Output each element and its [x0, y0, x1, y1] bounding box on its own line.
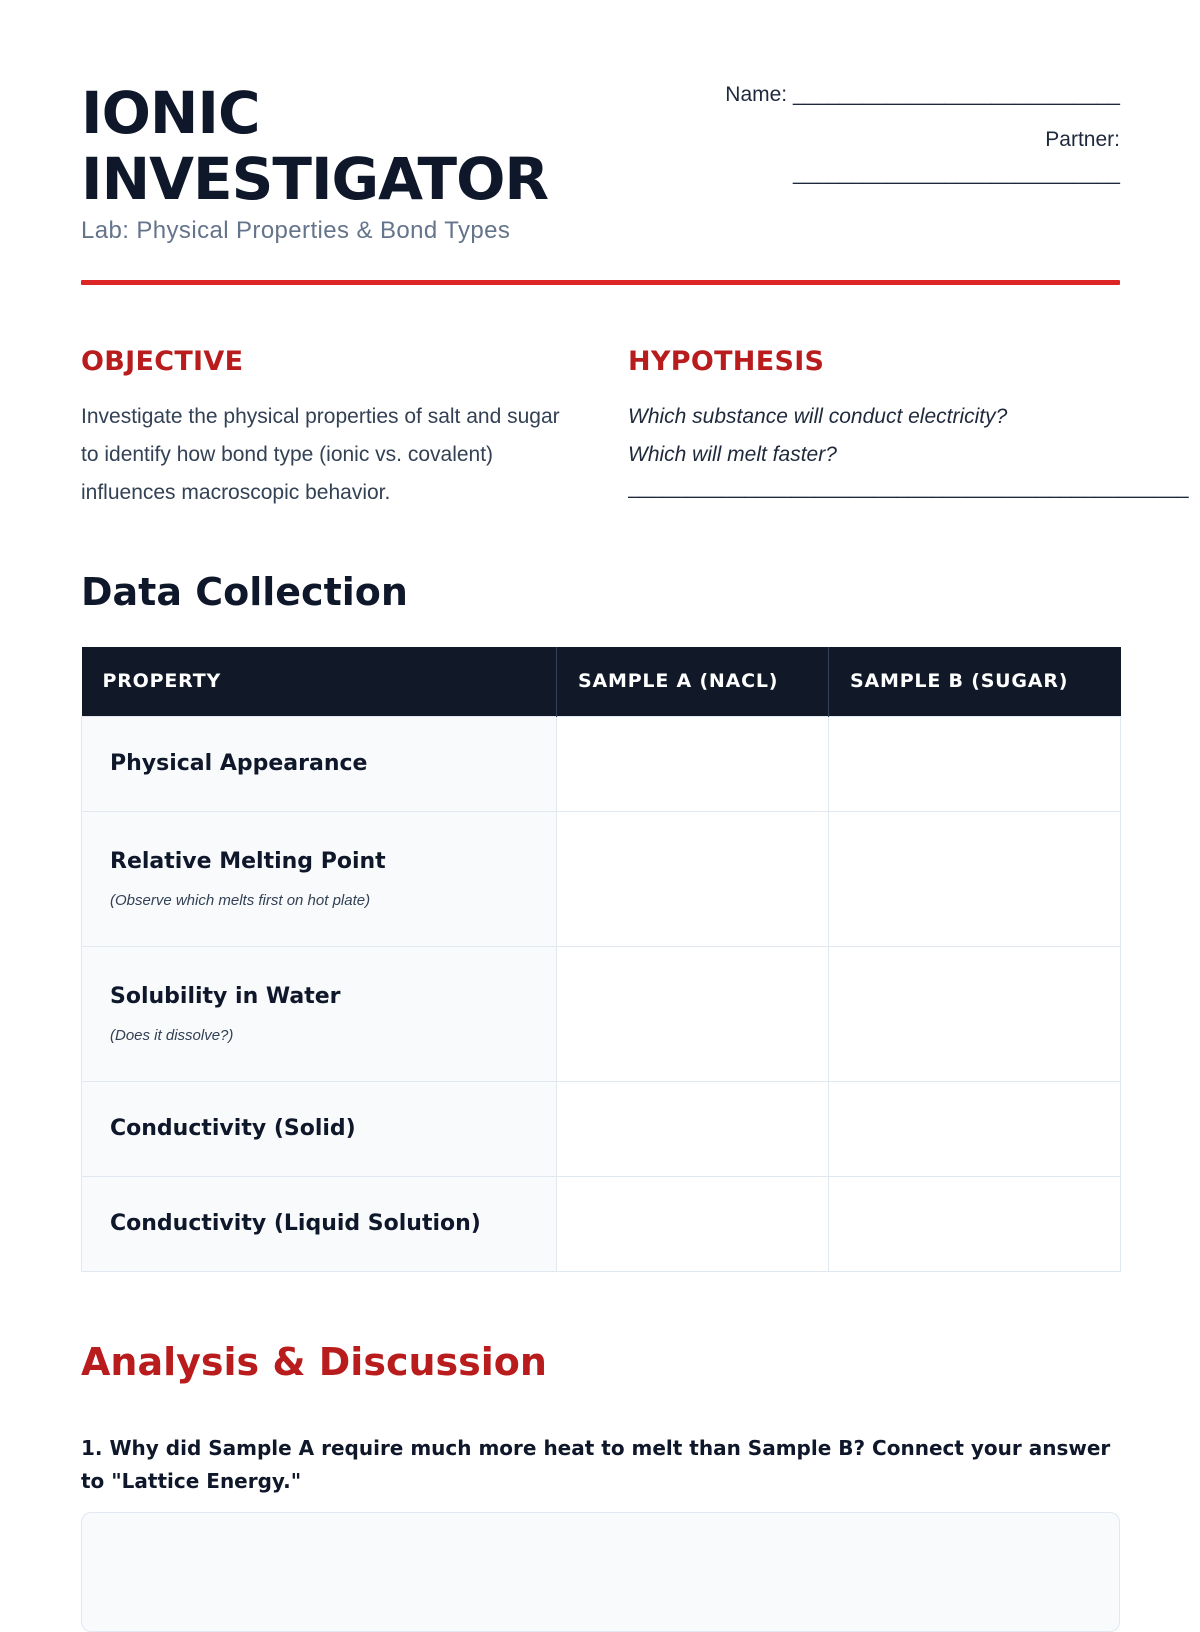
partner-field[interactable]: ____________________________ — [792, 162, 1120, 185]
column-header-sample-a: SAMPLE A (NACL) — [557, 647, 829, 716]
name-field[interactable]: Name: ____________________________ — [725, 83, 1120, 106]
property-name: Physical Appearance — [110, 751, 368, 776]
hypothesis-prompt — [628, 398, 1200, 474]
sample-a-cell[interactable] — [557, 946, 829, 1081]
property-name: Conductivity (Liquid Solution) — [110, 1211, 481, 1236]
worksheet-header — [81, 80, 1120, 290]
property-name: Conductivity (Solid) — [110, 1116, 356, 1141]
hypothesis-answer-line[interactable]: ________________________________________________ — [628, 476, 1189, 499]
table-row — [82, 1081, 1121, 1176]
property-name: Solubility in Water — [110, 983, 341, 1009]
objective-text: Investigate the physical properties of salt and sugar to identify how bond type (ionic vs. covalent) influences macroscopic behavior. — [81, 405, 560, 504]
property-name: Relative Melting Point — [110, 848, 386, 874]
property-cell — [82, 946, 557, 1081]
property-cell — [82, 1176, 557, 1271]
worksheet-title — [81, 80, 641, 212]
sample-b-cell[interactable] — [829, 946, 1121, 1081]
title-line-1: IONIC — [81, 79, 260, 147]
hypothesis-heading: HYPOTHESIS — [628, 346, 825, 377]
title-line-2: INVESTIGATOR — [81, 145, 549, 213]
analysis-heading: Analysis & Discussion — [81, 1340, 547, 1384]
table-row — [82, 946, 1121, 1081]
worksheet-page — [81, 0, 1189, 1600]
column-header-property: PROPERTY — [82, 647, 557, 716]
hypothesis-question-2: Which will melt faster? — [628, 443, 837, 466]
sample-a-cell[interactable] — [557, 716, 829, 811]
property-note: (Observe which melts first on hot plate) — [110, 891, 371, 909]
data-collection-heading: Data Collection — [81, 570, 408, 614]
partner-label: Partner: — [1045, 128, 1120, 151]
property-cell — [82, 1081, 557, 1176]
property-cell — [82, 811, 557, 946]
header-divider — [81, 280, 1120, 285]
data-table — [81, 647, 1121, 1272]
sample-b-cell[interactable] — [829, 1176, 1121, 1271]
table-header-row — [82, 647, 1121, 716]
sample-a-cell[interactable] — [557, 811, 829, 946]
property-note: (Does it dissolve?) — [110, 1026, 234, 1044]
sample-a-cell[interactable] — [557, 1176, 829, 1271]
sample-b-cell[interactable] — [829, 811, 1121, 946]
sample-b-cell[interactable] — [829, 716, 1121, 811]
sample-b-cell[interactable] — [829, 1081, 1121, 1176]
table-row — [82, 1176, 1121, 1271]
worksheet-subtitle: Lab: Physical Properties & Bond Types — [81, 217, 511, 244]
sample-a-cell[interactable] — [557, 1081, 829, 1176]
column-header-sample-b: SAMPLE B (SUGAR) — [829, 647, 1121, 716]
property-cell — [82, 716, 557, 811]
objective-heading: OBJECTIVE — [81, 346, 244, 377]
table-row — [82, 811, 1121, 946]
hypothesis-question-1: Which substance will conduct electricity? — [628, 405, 1008, 428]
answer-box-1[interactable] — [81, 1512, 1120, 1632]
table-row — [82, 716, 1121, 811]
analysis-question-1: 1. Why did Sample A require much more heat to melt than Sample B? Connect your answer to "Lattice Energy." — [81, 1436, 1111, 1493]
